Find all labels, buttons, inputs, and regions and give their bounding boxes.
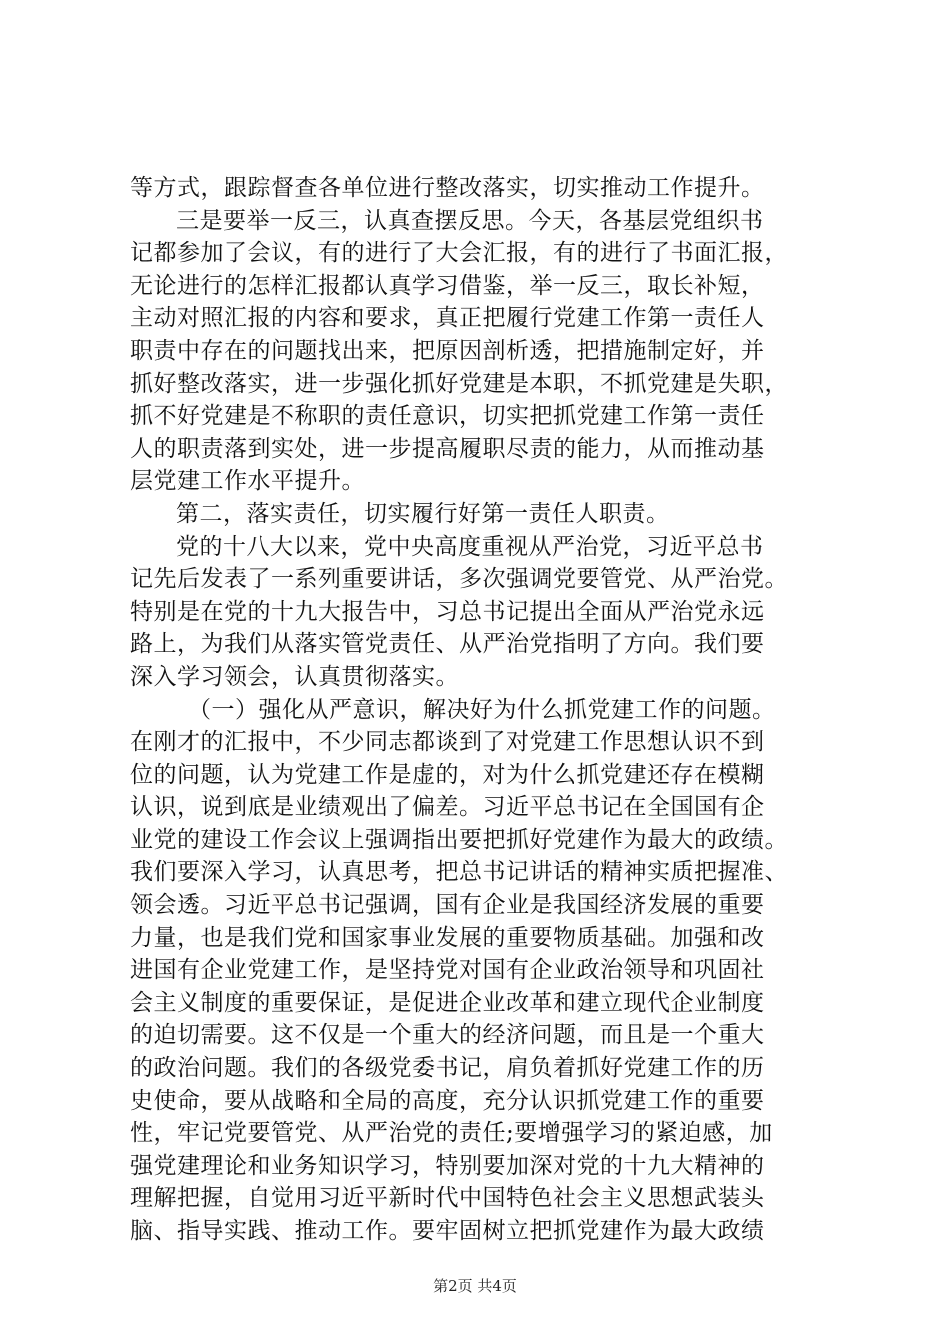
text-line: 路上，为我们从落实管党责任、从严治党指明了方向。我们要 (130, 631, 765, 658)
text-line: 强党建理论和业务知识学习，特别要加深对党的十九大精神的 (130, 1152, 765, 1179)
body-text (130, 172, 830, 1248)
text-line: 层党建工作水平提升。 (130, 468, 365, 495)
text-line: 记先后发表了一系列重要讲话，多次强调党要管党、从严治党。 (130, 566, 788, 593)
text-line: 深入学习领会，认真贯彻落实。 (130, 663, 459, 690)
text-line: 领会透。习近平总书记强调，国有企业是我国经济发展的重要 (130, 892, 765, 919)
text-line: 业党的建设工作会议上强调指出要把抓好党建作为最大的政绩。 (130, 826, 788, 853)
text-line: 的政治问题。我们的各级党委书记，肩负着抓好党建工作的历 (130, 1055, 765, 1082)
text-line: 在刚才的汇报中，不少同志都谈到了对党建工作思想认识不到 (130, 729, 765, 756)
section-heading: 第二，落实责任，切实履行好第一责任人职责。 (176, 500, 670, 527)
text-line: 主动对照汇报的内容和要求，真正把履行党建工作第一责任人 (130, 305, 765, 332)
text-line: 职责中存在的问题找出来，把原因剖析透，把措施制定好，并 (130, 337, 765, 364)
subsection-heading: （一）强化从严意识，解决好为什么抓党建工作的问题。 (188, 696, 776, 723)
text-line: 的迫切需要。这不仅是一个重大的经济问题，而且是一个重大 (130, 1022, 765, 1049)
text-line: 脑、指导实践、推动工作。要牢固树立把抓党建作为最大政绩 (130, 1218, 765, 1244)
text-line: 认识，说到底是业绩观出了偏差。习近平总书记在全国国有企 (130, 794, 765, 821)
text-line: 力量，也是我们党和国家事业发展的重要物质基础。加强和改 (130, 924, 765, 951)
paragraph-start-line: 党的十八大以来，党中央高度重视从严治党，习近平总书 (176, 533, 764, 560)
text-line: 等方式，跟踪督查各单位进行整改落实，切实推动工作提升。 (130, 175, 765, 201)
text-line: 我们要深入学习，认真思考，把总书记讲话的精神实质把握准、 (130, 859, 788, 886)
text-line: 特别是在党的十九大报告中，习总书记提出全面从严治党永远 (130, 598, 765, 625)
text-line: 抓不好党建是不称职的责任意识，切实把抓党建工作第一责任 (130, 403, 765, 430)
paragraph-start-line: 三是要举一反三，认真查摆反思。今天，各基层党组织书 (176, 207, 764, 234)
text-line: 位的问题，认为党建工作是虚的，对为什么抓党建还存在模糊 (130, 761, 765, 788)
text-line: 记都参加了会议，有的进行了大会汇报，有的进行了书面汇报， (130, 240, 788, 267)
text-line: 进国有企业党建工作，是坚持党对国有企业政治领导和巩固社 (130, 957, 765, 984)
text-line: 抓好整改落实，进一步强化抓好党建是本职，不抓党建是失职， (130, 370, 788, 397)
page-number-footer: 第2页 共4页 (433, 1277, 517, 1295)
text-line: 理解把握，自觉用习近平新时代中国特色社会主义思想武装头 (130, 1185, 765, 1212)
text-line: 会主义制度的重要保证，是促进企业改革和建立现代企业制度 (130, 989, 765, 1016)
text-line: 人的职责落到实处，进一步提高履职尽责的能力，从而推动基 (130, 435, 765, 462)
text-line: 性，牢记党要管党、从严治党的责任;要增强学习的紧迫感，加 (130, 1120, 773, 1147)
text-line: 史使命，要从战略和全局的高度，充分认识抓党建工作的重要 (130, 1087, 765, 1114)
text-line: 无论进行的怎样汇报都认真学习借鉴，举一反三，取长补短， (130, 272, 765, 299)
